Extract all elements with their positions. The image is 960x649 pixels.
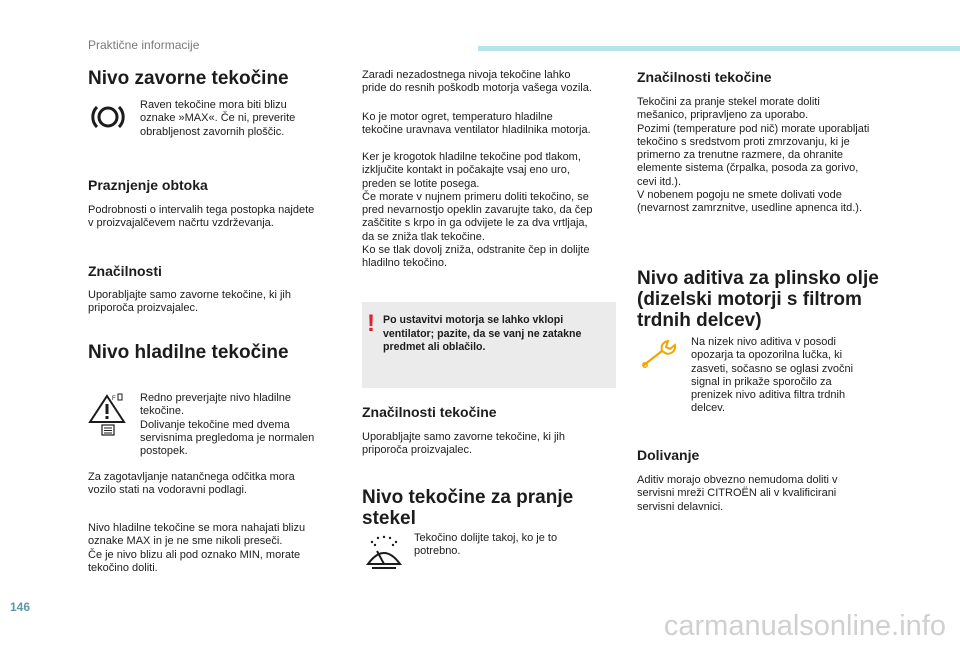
washer-icon (364, 534, 404, 572)
refill-text: Aditiv morajo obvezno nemudoma doliti v servisni mreži CITROËN ali v kvalificirani servisni delavnici. (637, 474, 838, 513)
exclamation-icon: ! (367, 310, 375, 337)
page-number: 146 (10, 600, 31, 614)
washer-title: Nivo tekočine za pranje stekel (362, 487, 574, 529)
drain-text: Podrobnosti o intervalih tega postopka najdete v proizvajalčevem načrtu vzdrževanja. (88, 204, 315, 230)
washer-text: Tekočino dolijte takoj, ko je to potrebno. (414, 532, 558, 558)
fluid-spec-title: Značilnosti tekočine (362, 404, 497, 420)
wrench-icon (640, 337, 682, 371)
coolant-text-3: Nivo hladilne tekočine se mora nahajati blizu oznake MAX in je ne sme nikoli preseči. Če je nivo blizu ali pod oznako MIN, morate tekočino doliti. (88, 522, 306, 574)
drain-title: Praznjenje obtoka (88, 177, 208, 193)
coolant-text-2: Za zagotavljanje natančnega odčitka mora vozilo stati na vodoravni podlagi. (88, 471, 295, 497)
spec-title: Značilnosti (88, 263, 162, 279)
fan-text: Ko je motor ogret, temperaturo hladilne tekočine uravnava ventilator hladilnika motorja. (362, 111, 591, 137)
coolant-damage-text: Zaradi nezadostnega nivoja tekočine lahko pride do resnih poškodb motorja vašega vozila. (362, 69, 592, 95)
pressure-text: Ker je krogotok hladilne tekočine pod tlakom, izključite kontakt in počakajte vsaj eno uro, preden se lotite posega. Če morate v nujnem primeru doliti tekočino, se pred nevarnostjo opeklin zavarujte tako, da čep zaščitite s krpo in ga odvijete le za dva vrtljaja, da se zniža tlak tekočine. Ko se tlak dovolj zniža, odstranite čep in dolijte hladilno tekočino. (362, 151, 593, 270)
section-title: Praktične informacije (88, 38, 200, 52)
svg-text:F: F (112, 396, 116, 402)
warning-text: Po ustavitvi motorja se lahko vklopi ventilator; pazite, da se vanj ne zatakne predmet ali oblačilo. (383, 314, 582, 353)
watermark: carmanualsonline.info (663, 610, 946, 642)
spec-text: Uporabljajte samo zavorne tekočine, ki jih priporoča proizvajalec. (88, 289, 291, 315)
coolant-text: Redno preverjajte nivo hladilne tekočine. Dolivanje tekočine med dvema servisnima pregledoma je normalen postopek. (140, 392, 315, 458)
washer-spec-title: Značilnosti tekočine (637, 69, 772, 85)
additive-title: Nivo aditiva za plinsko olje (dizelski motorji s filtrom trdnih delcev) (637, 268, 879, 331)
brake-warning-icon (90, 102, 126, 132)
brake-fluid-text: Raven tekočine mora biti blizu oznake »MAX«. Če ni, preverite obrabljenost zavornih ploščic. (140, 99, 296, 138)
coolant-title: Nivo hladilne tekočine (88, 342, 289, 363)
header-bar (478, 46, 960, 51)
fluid-spec-text: Uporabljajte samo zavorne tekočine, ki jih priporoča proizvajalec. (362, 431, 565, 457)
brake-fluid-title: Nivo zavorne tekočine (88, 68, 289, 89)
refill-title: Dolivanje (637, 447, 700, 463)
coolant-warning-icon (88, 392, 130, 438)
washer-spec-text: Tekočini za pranje stekel morate doliti mešanico, pripravljeno za uporabo. Pozimi (temperature pod nič) morate uporabljati tekočino s sredstvom proti zmrzovanju, ki je primerno za trenutne razmere, da ohranite elemente sistema (črpalka, posoda za gorivo, cevi itd.). V nobenem pogoju ne smete dolivati vode (nevarnost zamrznitve, usedline apnenca itd.). (637, 96, 870, 215)
additive-text: Na nizek nivo aditiva v posodi opozarja ta opozorilna lučka, ki zasveti, sočasno se oglasi zvočni signal in prikaže sporočilo za prenizek nivo aditiva filtra trdnih delcev. (691, 336, 854, 415)
